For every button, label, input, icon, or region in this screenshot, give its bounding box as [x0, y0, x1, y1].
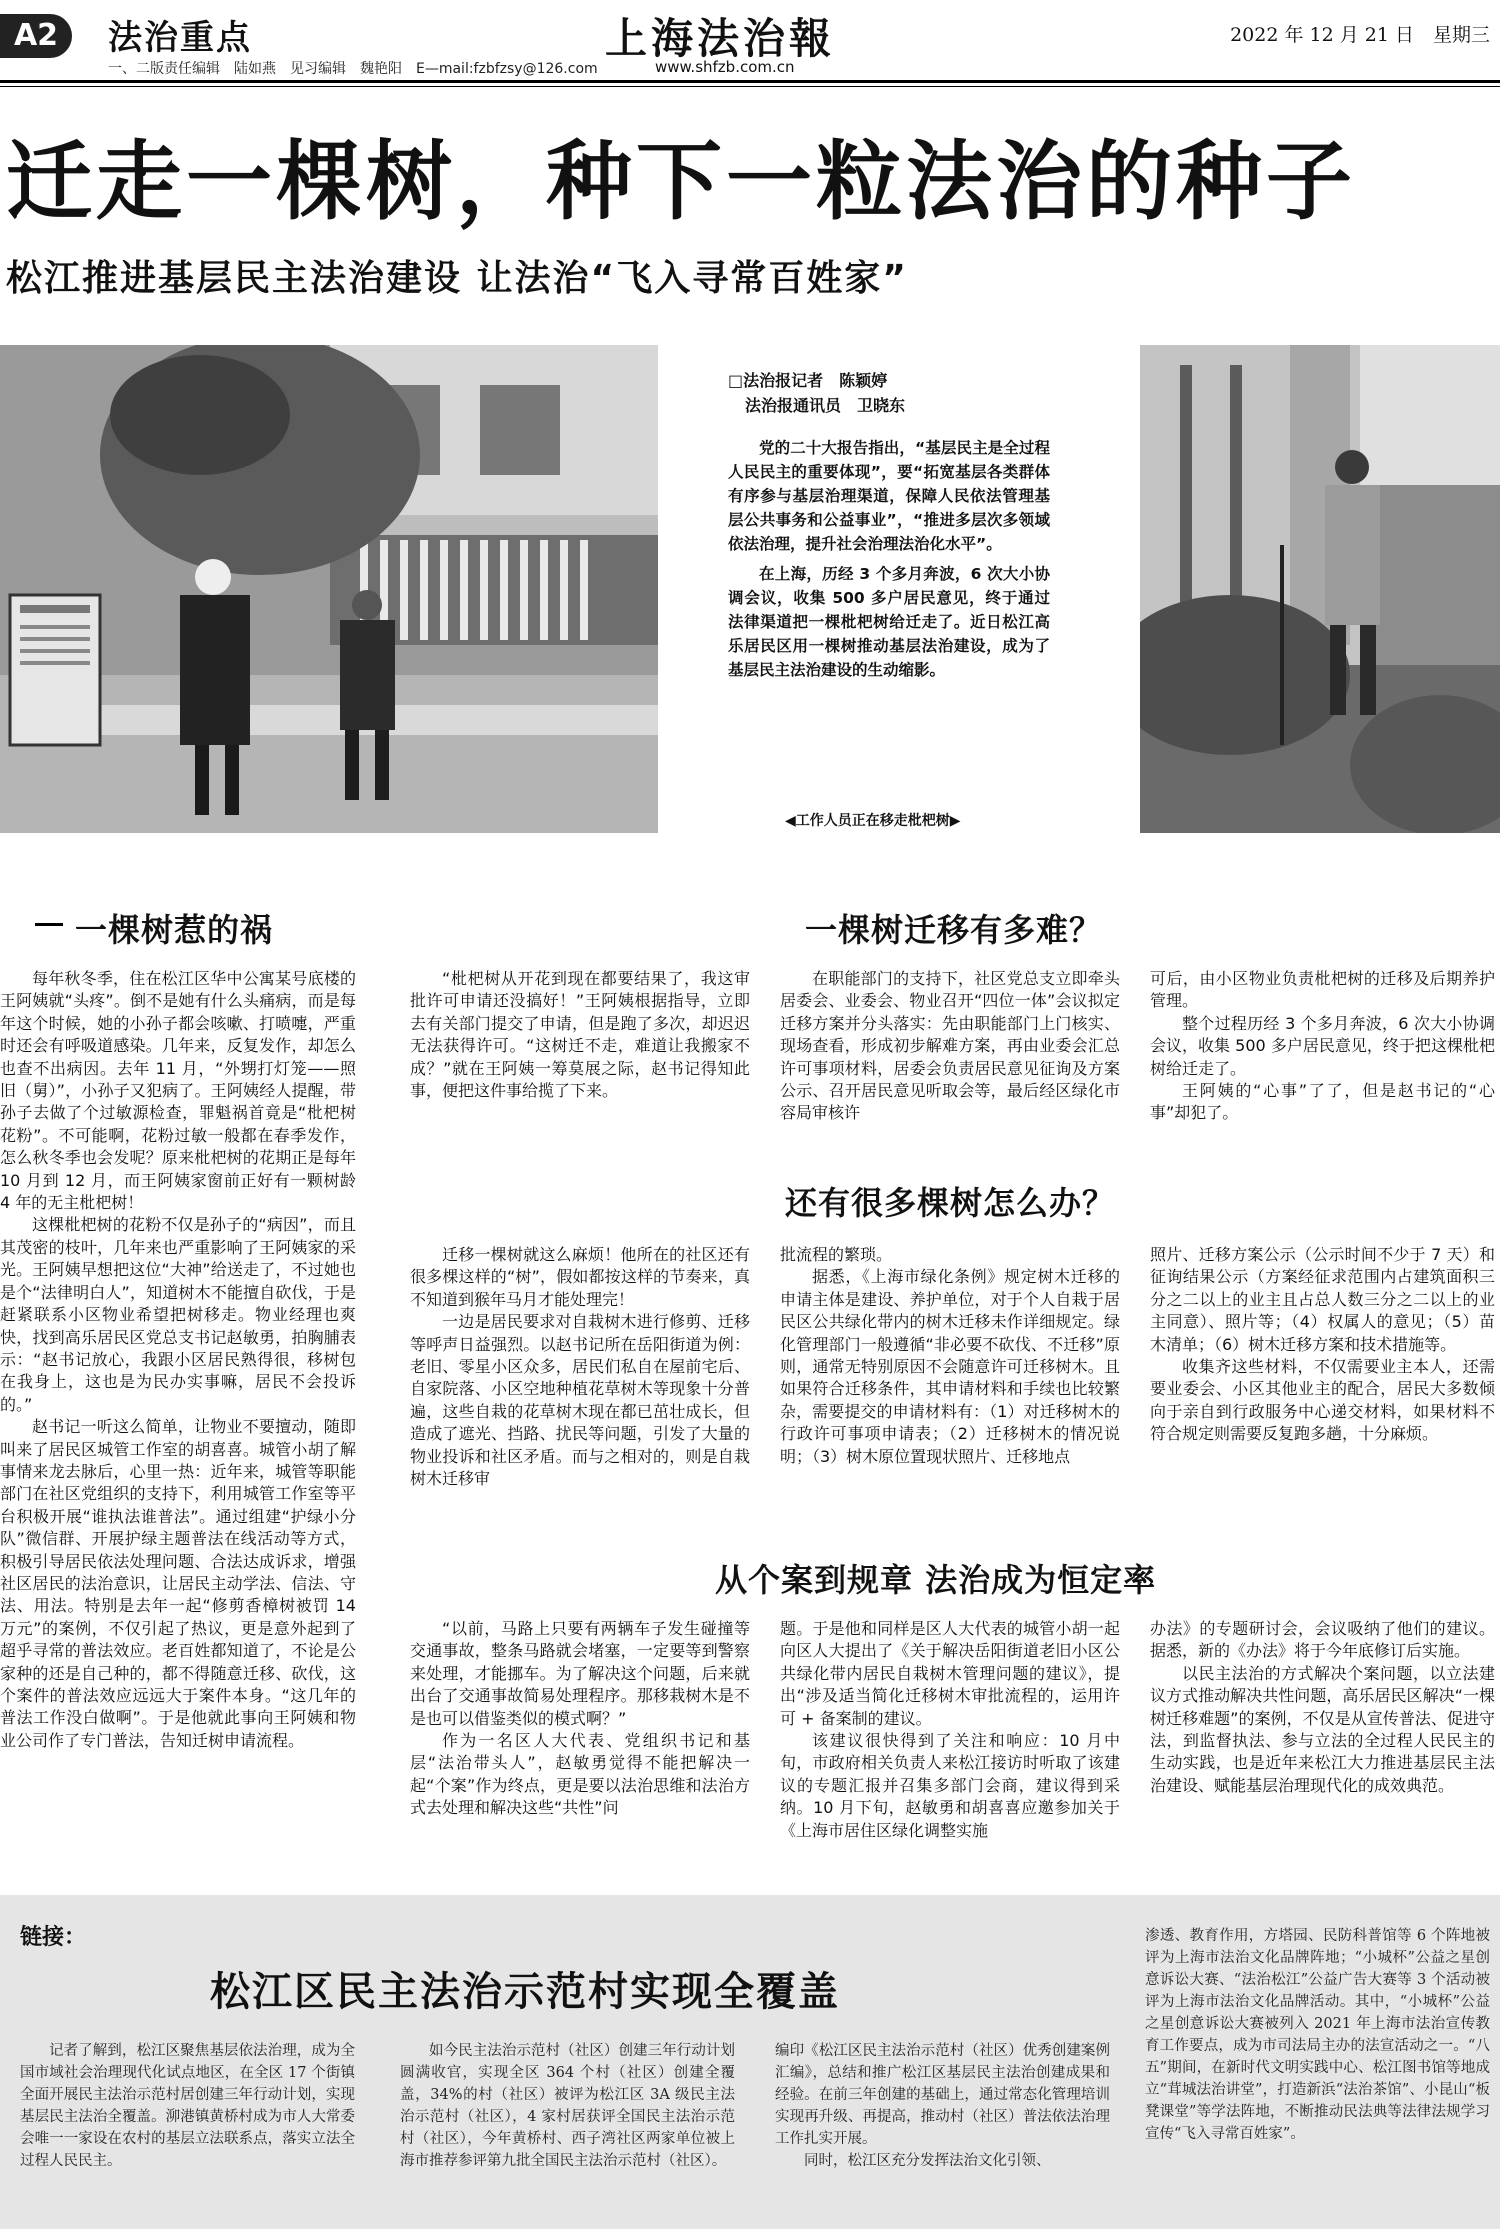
section-4-title: 从个案到规章 法治成为恒定率	[715, 1561, 1157, 1599]
headline: 迁走一棵树，种下一粒法治的种子	[6, 132, 1356, 232]
paragraph: 整个过程历经 3 个多月奔波，6 次大小协调会议，收集 500 多户居民意见，终于把这棵枇杷树给迁走了。	[1150, 1013, 1495, 1078]
paragraph: 可后，由小区物业负责枇杷树的迁移及后期养护管理。	[1150, 969, 1495, 1011]
byline-reporter: □法治报记者 陈颖婷	[728, 371, 888, 390]
paragraph: “以前，马路上只要有两辆车子发生碰撞等交通事故，整条马路就会堵塞，一定要等到警察来处理，才能挪车。为了解决这个问题，后来就出台了交通事故简易处理程序。那移栽树木是不是也可以借鉴类似的模式啊？”	[410, 1619, 750, 1728]
byline	[728, 368, 905, 418]
publication-date: 2022 年 12 月 21 日 星期三	[1230, 24, 1490, 46]
paragraph: 以民主法治的方式解决个案问题，以立法建议方式推动解决共性问题，高乐居民区解决“一棵树迁移难题”的案例，不仅是从宣传普法、促进守法，到监督执法、参与立法的全过程人民民主的生动实践，也是近年来松江大力推进基层民主法治建设、赋能基层治理现代化的成效典范。	[1150, 1663, 1495, 1795]
photo-workers-tree	[0, 345, 658, 833]
section-3-column-4	[1150, 1244, 1495, 1446]
paragraph: 在职能部门的支持下，社区党总支立即牵头居委会、业委会、物业召开“四位一体”会议拟定迁移方案并分头落实：先由职能部门上门核实、现场查看，形成初步解难方案，再由业委会汇总许可事项材料，居委会负责居民意见征询及方案公示、召开居民意见听取会等，最后经区绿化市容局审核许	[780, 969, 1120, 1123]
paragraph: 同时，松江区充分发挥法治文化引领、	[804, 2153, 1051, 2169]
lede	[728, 436, 1050, 682]
lede-paragraph-1: 党的二十大报告指出，“基层民主是全过程人民民主的重要体现”，要“拓宽基层各类群体有序参与基层治理渠道，保障人民依法管理基层公共事务和公益事业”，“推进多层次多领域依法治理，提升社会治理法治化水平”。	[728, 439, 1050, 553]
paragraph: 据悉，《上海市绿化条例》规定树木迁移的申请主体是建设、养护单位，对于个人自栽于居民区公共绿化带内的树木迁移未作详细规定。绿化管理部门一般遵循“非必要不砍伐、不迁移”原则，通常无特别原因不会随意许可迁移树木。且如果符合迁移条件，其申请材料和手续也比较繁杂，需要提交的申请材料有：（1）对迁移树木的行政许可事项申请表；（2）迁移树木的情况说明；（3）树木原位置现状照片、迁移地点	[780, 1267, 1120, 1466]
byline-correspondent: 法治报通讯员 卫晓东	[745, 396, 906, 415]
link-column-1	[20, 2040, 355, 2172]
page-number-badge: A2	[0, 14, 72, 58]
section-2-column-4	[1150, 968, 1495, 1125]
newspaper-website: www.shfzb.com.cn	[655, 58, 795, 76]
paragraph: “枇杷树从开花到现在都要结果了，我这审批许可申请还没搞好！”王阿姨根据指导，立即去有关部门提交了申请，但是跑了多次，却迟迟无法获得许可。“这树迁不走，难道让我搬家不成？”就在王阿姨一筹莫展之际，赵书记得知此事，便把这件事给揽了下来。	[410, 969, 750, 1101]
paragraph: 题。于是他和同样是区人大代表的城管小胡一起向区人大提出了《关于解决岳阳街道老旧小区公共绿化带内居民自栽树木管理问题的建议》，提出“涉及适当简化迁移树木审批流程的，运用许可 + 备案制的建议。	[780, 1619, 1120, 1728]
section-1-column-1	[0, 968, 356, 1752]
newspaper-masthead: 上海法治報	[605, 14, 836, 63]
section-4-column-3	[780, 1618, 1120, 1842]
section-2-title: 一棵树迁移有多难？	[805, 911, 1103, 949]
photo-caption: ◀工作人员正在移走枇杷树▶	[785, 813, 961, 829]
photo-tree-transplant	[1140, 345, 1500, 833]
editor-credits: 一、二版责任编辑 陆如燕 见习编辑 魏艳阳 E—mail:fzbfzsy@126.com	[108, 61, 598, 77]
paragraph: 记者了解到，松江区聚焦基层依法治理，成为全国市域社会治理现代化试点地区，在全区 17 个街镇全面开展民主法治示范村居创建三年行动计划，实现基层民主法治全覆盖。泖港镇黄桥村成为市人大常委会唯一一家设在农村的基层立法联系点，落实立法全过程人民民主。	[20, 2043, 355, 2169]
paragraph: 收集齐这些材料，不仅需要业主本人，还需要业委会、小区其他业主的配合，居民大多数倾向于亲自到行政服务中心递交材料，如果材料不符合规定则需要反复跑多趟，十分麻烦。	[1150, 1357, 1495, 1444]
section-4-column-2	[410, 1618, 750, 1820]
section-1-column-2	[410, 968, 750, 1102]
paragraph: 这棵枇杷树的花粉不仅是孙子的“病因”，而且其茂密的枝叶，几年来也严重影响了王阿姨家的采光。王阿姨早想把这位“大神”给送走了，不过她也是个“法律明白人”，知道树木不能擅自砍伐，于是赶紧联系小区物业希望把树移走。物业经理也爽快，找到高乐居民区党总支书记赵敏勇，拍胸脯表示：“赵书记放心，我跟小区居民熟得很，移树包在我身上，这也是为民办实事嘛，居民不会投诉的。”	[0, 1215, 356, 1414]
paragraph: 一边是居民要求对自栽树木进行修剪、迁移等呼声日益强烈。以赵书记所在岳阳街道为例：老旧、零星小区众多，居民们私自在屋前宅后、自家院落、小区空地种植花草树木等现象十分普遍，这些自栽的花草树木现在都已茁壮成长，但造成了遮光、挡路、扰民等问题，引发了大量的物业投诉和社区矛盾。而与之相对的，则是自栽树木迁移审	[410, 1312, 750, 1489]
section-3-column-2	[410, 1244, 750, 1490]
photo-illustration-right	[1140, 345, 1500, 833]
header-rule	[0, 80, 1500, 83]
section-4-column-4	[1150, 1618, 1495, 1797]
link-title: 松江区民主法治示范村实现全覆盖	[210, 1969, 840, 2015]
paragraph: 如今民主法治示范村（社区）创建三年行动计划圆满收官，实现全区 364 个村（社区）创建全覆盖，34%的村（社区）被评为松江区 3A 级民主法治示范村（社区），4 家村居获评全国民主法治示范村（社区），今年黄桥村、西子湾社区两家单位被上海市推荐参评第九批全国民主法治示范村（社区）。	[400, 2043, 735, 2169]
paragraph: 王阿姨的“心事”了了，但是赵书记的“心事”却犯了。	[1150, 1081, 1495, 1123]
link-label: 链接：	[20, 1925, 87, 1950]
lede-paragraph-2: 在上海，历经 3 个多月奔波，6 次大小协调会议，收集 500 多户居民意见，终于通过法律渠道把一棵枇杷树给迁走了。近日松江高乐居民区用一棵树推动基层法治建设，成为了基层民主法治建设的生动缩影。	[728, 565, 1050, 679]
paragraph: 批流程的繁琐。	[780, 1245, 893, 1264]
subheadline: 松江推进基层民主法治建设 让法治“飞入寻常百姓家”	[6, 258, 908, 299]
section-title: 法治重点	[108, 18, 252, 58]
link-column-2	[400, 2040, 735, 2172]
paragraph: 渗透、教育作用，方塔园、民防科普馆等 6 个阵地被评为上海市法治文化品牌阵地；“小城杯”公益之星创意诉讼大赛、“法治松江”公益广告大赛等 3 个活动被评为上海市法治文化品牌活动。其中，“小城杯”公益之星创意诉讼大赛被列入 2021 年上海市法治宣传教育工作要点，成为市司法局主办的法宣活动之一。“八五”期间，在新时代文明实践中心、松江图书馆等地成立“茸城法治讲堂”，打造新浜“法治茶馆”、小昆山“板凳课堂”等学法阵地，不断推动民法典等法律法规学习宣传“飞入寻常百姓家”。	[1145, 1928, 1490, 2142]
paragraph: 办法》的专题研讨会，会议吸纳了他们的建议。据悉，新的《办法》将于今年底修订后实施。	[1150, 1619, 1495, 1661]
link-column-4	[1145, 1925, 1490, 2145]
photo-illustration	[0, 345, 658, 833]
paragraph: 迁移一棵树就这么麻烦！他所在的社区还有很多棵这样的“树”，假如都按这样的节奏来，真不知道到猴年马月才能处理完！	[410, 1245, 750, 1309]
paragraph: 该建议很快得到了关注和响应：10 月中旬，市政府相关负责人来松江接访时听取了该建议的专题汇报并召集多部门会商，建议得到采纳。10 月下旬，赵敏勇和胡喜喜应邀参加关于《上海市居住区绿化调整实施	[780, 1731, 1120, 1840]
link-column-3	[775, 2040, 1110, 2172]
paragraph: 每年秋冬季，住在松江区华中公寓某号底楼的王阿姨就“头疼”。倒不是她有什么头痛病，而是每年这个时候，她的小孙子都会咳嗽、打喷嚏，严重时还会有呼吸道感染。几年来，反复发作，却怎么也查不出病因。去年 11 月，“外甥打灯笼——照旧（舅）”，小孙子又犯病了。王阿姨经人提醒，带孙子去做了个过敏源检查，罪魁祸首竟是“枇杷树花粉”。不可能啊，花粉过敏一般都在春季发作，怎么秋冬季也会发呢？原来枇杷树的花期正是每年 10 月到 12 月，而王阿姨家窗前正好有一颗树龄 4 年的无主枇杷树！	[0, 969, 356, 1213]
section-3-title: 还有很多棵树怎么办？	[785, 1184, 1116, 1222]
paragraph: 编印《松江区民主法治示范村（社区）优秀创建案例汇编》，总结和推广松江区基层民主法治创建成果和经验。在前三年创建的基础上，通过常态化管理培训实现再升级、再提高，推动村（社区）普法依法治理工作扎实开展。	[775, 2043, 1110, 2147]
paragraph: 照片、迁移方案公示（公示时间不少于 7 天）和征询结果公示（方案经征求范围内占建筑面积三分之二以上的业主且占总人数三分之二以上的业主同意）、照片等；（4）权属人的意见；（5）苗木清单；（6）树木迁移方案和技术措施等。	[1150, 1245, 1495, 1354]
section-3-column-3	[780, 1244, 1120, 1468]
paragraph: 赵书记一听这么简单，让物业不要擅动，随即叫来了居民区城管工作室的胡喜喜。城管小胡了解事情来龙去脉后，心里一热：近年来，城管等职能部门在社区党组织的支持下，利用城管工作室等平台积极开展“谁执法谁普法”。通过组建“护绿小分队”微信群、开展护绿主题普法在线活动等方式，积极引导居民依法处理问题、合法达成诉求，增强社区居民的法治意识，让居民主动学法、信法、守法、用法。特别是去年一起“修剪香樟树被罚 14 万元”的案例，不仅引起了热议，更是意外起到了超乎寻常的普法效应。老百姓都知道了，不论是公家种的还是自己种的，都不得随意迁移、砍伐，这个案件的普法效应远远大于案件本身。“这几年的普法工作没白做啊”。于是他就此事向王阿姨和物业公司作了专门普法，告知迁树申请流程。	[0, 1417, 356, 1750]
paragraph: 作为一名区人大代表、党组织书记和基层“法治带头人”，赵敏勇觉得不能把解决一起“个案”作为终点，更是要以法治思维和法治方式去处理和解决这些“共性”问	[410, 1731, 750, 1818]
section-1-title: 一棵树惹的祸	[75, 905, 273, 951]
section-2-column-3	[780, 968, 1120, 1125]
header-rule-thin	[0, 86, 1500, 87]
